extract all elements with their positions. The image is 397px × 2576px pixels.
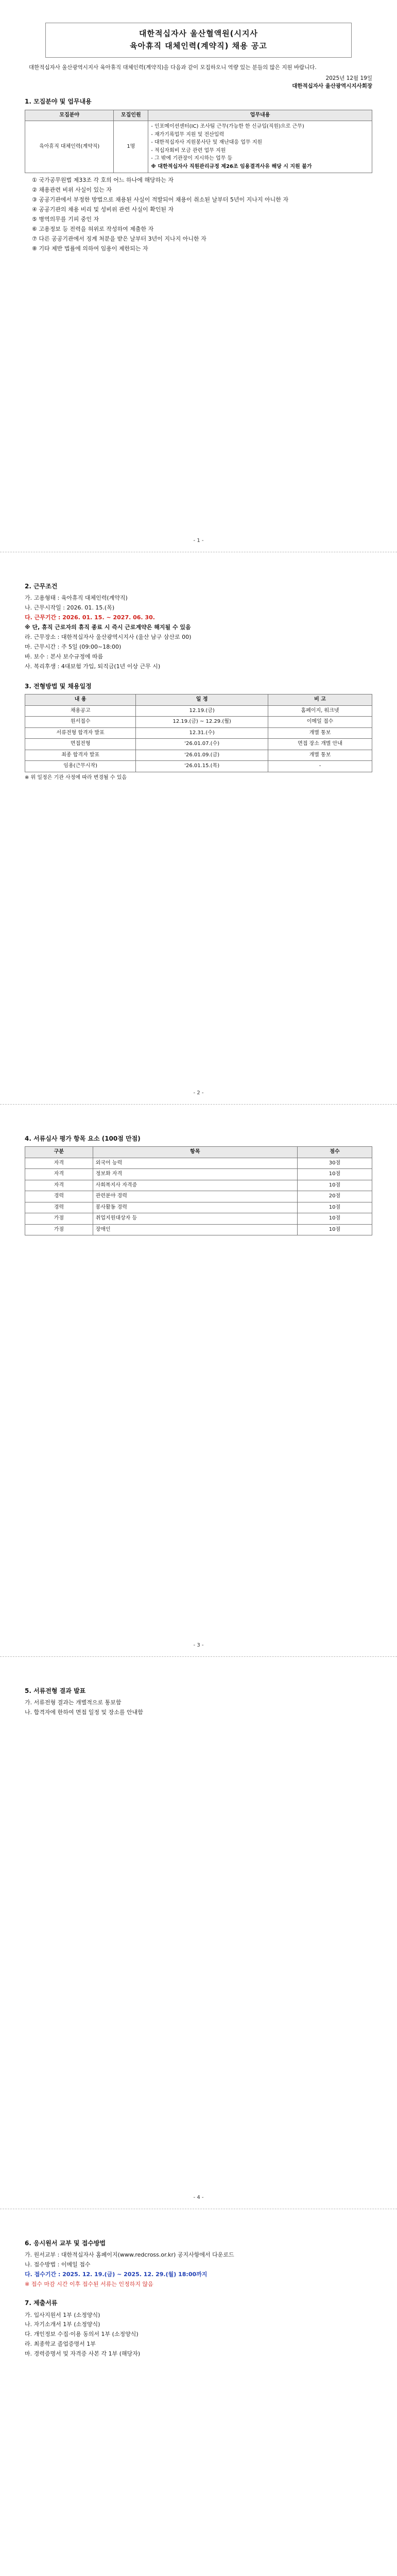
cell: 홈페이지, 워크넷 [268,705,372,717]
result-lines [25,1699,372,1717]
th-field: 모집분야 [25,110,114,121]
section-3-title: 3. 전형방법 및 채용일정 [25,682,92,690]
condition-line: 마. 근무시간 : 주 5일 (09:00~18:00) [25,643,122,651]
cell: 정보화 자격 [93,1169,297,1180]
date-block [25,75,372,90]
cell: 사회복지사 자격증 [93,1180,297,1191]
cell: 가점 [25,1213,93,1225]
org-name: 대한적십자사 울산혈액원(시지사 [139,29,258,38]
cell: 자격 [25,1180,93,1191]
doc-line: 가. 입사지원서 1부 (소정양식) [25,2311,100,2318]
section-4-title: 4. 서류심사 평가 항목 요소 (100점 만점) [25,1135,141,1142]
result-line: 가. 서류전형 결과는 개별적으로 통보함 [25,1699,122,1706]
section-6-title: 6. 응시원서 교부 및 접수방법 [25,2240,106,2247]
cell: 10점 [297,1169,372,1180]
th-count: 모집인원 [114,110,148,121]
condition-line: 바. 보수 : 본사 보수규정에 따름 [25,653,103,660]
table-row [25,1180,372,1191]
condition-line: 사. 복리후생 : 4대보험 가입, 퇴직금(1년 이상 근무 시) [25,663,161,670]
docs-lines [25,2311,372,2359]
apply-line: ※ 접수 마감 시간 이후 접수된 서류는 인정하지 않음 [25,2281,153,2288]
duty-item: - 재가기록업무 지원 및 전산입력 [151,131,225,138]
duty-item: - 인포메이션센터(IC) 조사팀 근무(가능한 한 신규입(직원)으로 근무) [151,124,304,130]
cell: 자격 [25,1169,93,1180]
cell: '26.01.15.(목) [136,761,268,772]
announcement-title: 육아휴직 대체인력(계약직) 채용 공고 [130,41,267,50]
cell: - [268,761,372,772]
result-line: 나. 합격자에 한하여 면접 일정 및 장소를 안내함 [25,1709,143,1716]
cell: 12.19.(금) ~ 12.29.(월) [136,717,268,728]
th-duty: 업무내용 [148,110,372,121]
table-row [25,727,372,739]
schedule-note: ※ 위 일정은 기관 사정에 따라 변경될 수 있음 [25,774,127,781]
disq-item: ③ 공공기관에서 부정한 방법으로 채용된 사실이 적발되어 채용이 취소된 날부터 5년이 지나지 아니한 자 [32,196,288,203]
duty-item: - 그 밖에 기관장이 지시하는 업무 등 [151,156,233,162]
condition-line: 라. 근무장소 : 대한적십자사 울산광역시지사 (울산 남구 삼산로 00) [25,634,192,641]
cell: 경력 [25,1202,93,1213]
doc-line: 라. 최종학교 졸업증명서 1부 [25,2341,96,2348]
condition-line: 다. 근무기간 : 2026. 01. 15. ~ 2027. 06. 30. [25,614,155,621]
cell: 봉사활동 경력 [93,1202,297,1213]
page-number: - 4 - [193,2194,204,2200]
cell: 서류전형 합격자 발표 [25,727,136,739]
doc-line: 나. 자기소개서 1부 (소정양식) [25,2321,100,2328]
condition-line: 나. 근무시작일 : 2026. 01. 15.(목) [25,604,115,612]
th-remark: 비 고 [268,694,372,706]
disq-item: ⑧ 기타 제반 법률에 의하여 임용이 제한되는 자 [32,245,148,252]
signer: 대한적십자사 울산광역시지사회장 [292,82,372,89]
section-1-title: 1. 모집분야 및 업무내용 [25,98,92,106]
section-7-title: 7. 제출서류 [25,2299,58,2307]
table-row [25,1158,372,1169]
page-5 [0,2209,397,2576]
cell: 이메일 접수 [268,717,372,728]
cell: 12.19.(금) [136,705,268,717]
apply-line: 가. 원서교부 : 대한적십자사 홈페이지(www.redcross.or.kr) 공지사항에서 다운로드 [25,2251,234,2259]
th-schedule: 일 정 [136,694,268,706]
condition-line: ※ 단, 휴직 근로자의 휴직 종료 시 즉시 근로계약은 해지될 수 있음 [25,624,191,631]
cell: 10점 [297,1202,372,1213]
cell: '26.01.09.(금) [136,750,268,761]
cell: 외국어 능력 [93,1158,297,1169]
cell: 가점 [25,1224,93,1235]
cell: 10점 [297,1224,372,1235]
table-row [25,761,372,772]
table-row [25,717,372,728]
duty-item: ※ 대한적십자사 직원관리규정 제26조 임용결격사유 해당 시 지원 불가 [151,163,312,170]
page-number: - 1 - [193,537,204,544]
th-item: 항목 [93,1147,297,1158]
table-row [25,1202,372,1213]
th-content: 내 용 [25,694,136,706]
th-score: 점수 [297,1147,372,1158]
condition-line: 가. 고용형태 : 육아휴직 대체인력(계약직) [25,595,128,602]
disq-item: ⑥ 고용정보 등 전력을 허위로 작성하여 제출한 자 [32,225,154,232]
intro-text: 대한적십자사 울산광역시지사 육아휴직 대체인력(계약직)을 다음과 같이 모집하오니 역량 있는 분들의 많은 지원 바랍니다. [29,64,317,71]
cell: 30점 [297,1158,372,1169]
cell: 면접 장소 개별 안내 [268,739,372,750]
page-2 [0,552,397,1105]
page-number: - 2 - [193,1090,204,1096]
doc-line: 마. 경력증명서 및 자격증 사본 각 1부 (해당자) [25,2350,141,2358]
cell: 관련분야 경력 [93,1191,297,1202]
cell: 자격 [25,1158,93,1169]
recruit-table [25,110,372,174]
cell: 원서접수 [25,717,136,728]
disq-item: ④ 공공기관의 채용 비리 및 성비위 관련 사실이 확인된 자 [32,206,174,213]
table-row [25,705,372,717]
cell: 면접전형 [25,739,136,750]
table-row [25,1224,372,1235]
cell: 최종 합격자 발표 [25,750,136,761]
duty-item: - 대한적십자사 지원봉사단 및 재난대응 업무 지원 [151,140,263,146]
cell: 20점 [297,1191,372,1202]
cell: 12.31.(수) [136,727,268,739]
td-duties [148,121,372,173]
evaluation-table [25,1146,372,1235]
table-row [25,739,372,750]
section-2-title: 2. 근무조건 [25,583,58,590]
cell: 채용공고 [25,705,136,717]
td-count: 1명 [114,121,148,173]
disq-item: ② 채용관련 비위 사실이 있는 자 [32,186,112,193]
cell: 장애인 [93,1224,297,1235]
duty-item: - 적십자회비 모금 관련 업무 지원 [151,147,226,154]
cell: 임용(근무시작) [25,761,136,772]
disq-item: ⑦ 다른 공공기관에서 징계 처분을 받은 날부터 3년이 지나지 아니한 자 [32,235,206,242]
th-category: 구분 [25,1147,93,1158]
page-4 [0,1657,397,2209]
announce-date: 2025년 12월 19일 [325,75,372,81]
cell: 경력 [25,1191,93,1202]
page-number: - 3 - [193,1642,204,1648]
apply-lines [25,2251,372,2289]
cell: 10점 [297,1180,372,1191]
doc-line: 다. 개인정보 수집·이용 동의서 1부 (소정양식) [25,2331,139,2338]
section-5-title: 5. 서류전형 결과 발표 [25,1687,86,1694]
disq-item: ① 국가공무원법 제33조 각 호의 어느 하나에 해당하는 자 [32,177,174,184]
table-row [25,1213,372,1225]
disq-item: ⑤ 병역의무를 기피 중인 자 [32,215,99,223]
table-row [25,1169,372,1180]
page-3 [0,1105,397,1657]
cell: 10점 [297,1213,372,1225]
td-field: 육아휴직 대체인력(계약직) [25,121,114,173]
page-1 [0,0,397,552]
table-row [25,750,372,761]
cell: 개별 통보 [268,727,372,739]
apply-line: 나. 접수방법 : 이메일 접수 [25,2261,91,2268]
title-box [45,23,352,58]
schedule-table [25,694,372,772]
table-row [25,1191,372,1202]
cell: '26.01.07.(수) [136,739,268,750]
cell: 개별 통보 [268,750,372,761]
disqualification-list [25,176,372,253]
apply-line: 다. 접수기간 : 2025. 12. 19.(금) ~ 2025. 12. 29.(월) 18:00까지 [25,2271,208,2278]
work-conditions [25,594,372,671]
cell: 취업지원대상자 등 [93,1213,297,1225]
